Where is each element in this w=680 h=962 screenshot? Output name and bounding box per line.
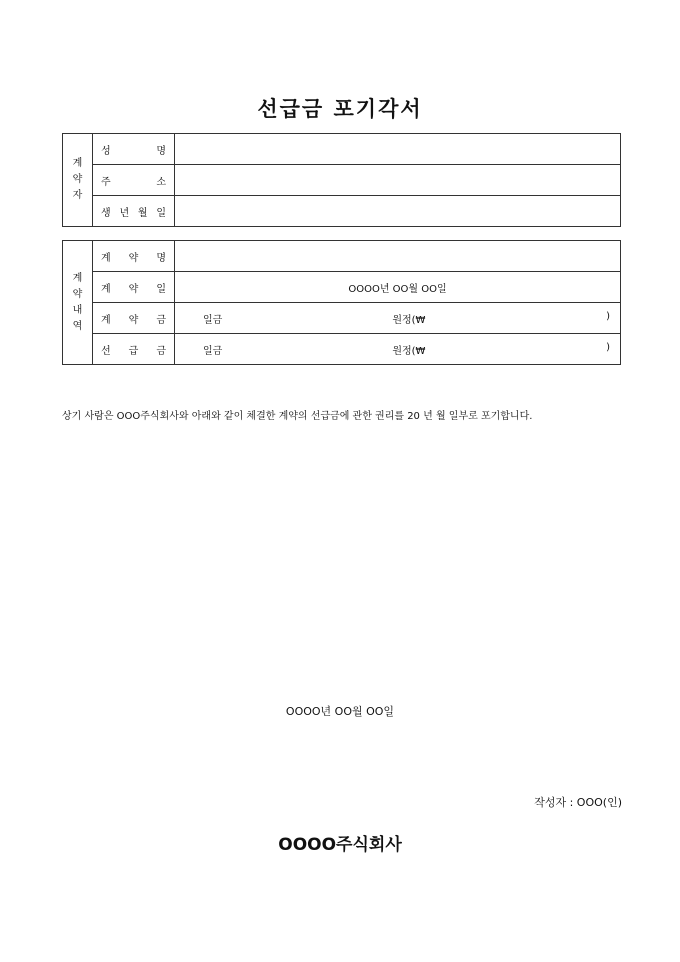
party-group-label: 계 약 자 (63, 134, 93, 227)
address-label: 주 소 (93, 165, 175, 196)
page-title: 선급금 포기각서 (257, 97, 423, 121)
waiver-statement: 상기 사람은 OOO주식회사와 아래와 같이 체결한 계약의 선급금에 관한 권리를 20 년 월 일부로 포기합니다. (62, 411, 533, 422)
contract-amount-close: ) (606, 310, 610, 322)
contract-info-table (62, 240, 621, 365)
contract-amount-field[interactable] (175, 303, 621, 334)
birthdate-field[interactable] (175, 196, 621, 227)
advance-payment-won: 원정(₩ (392, 345, 426, 357)
contract-name-label: 계 약 명 (93, 241, 175, 272)
contract-amount-prefix: 일금 (203, 314, 223, 326)
party-info-table (62, 133, 621, 227)
birthdate-label: 생 년 월 일 (93, 196, 175, 227)
contract-date-field[interactable]: OOOO년 OO월 OO일 (175, 272, 621, 303)
author-signature: 작성자 : OOO(인) (534, 796, 622, 809)
name-label: 성 명 (93, 134, 175, 165)
address-field[interactable] (175, 165, 621, 196)
contract-date-label: 계 약 일 (93, 272, 175, 303)
contract-amount-won: 원정(₩ (392, 314, 426, 326)
advance-payment-label: 선 급 금 (93, 334, 175, 365)
document-date: OOOO년 OO월 OO일 (285, 705, 395, 718)
contract-amount-label: 계 약 금 (93, 303, 175, 334)
company-name: OOOO주식회사 (278, 835, 402, 855)
contract-name-field[interactable] (175, 241, 621, 272)
advance-payment-field[interactable] (175, 334, 621, 365)
advance-payment-close: ) (606, 341, 610, 353)
contract-group-label: 계 약 내 역 (63, 241, 93, 365)
advance-payment-prefix: 일금 (203, 345, 223, 357)
name-field[interactable] (175, 134, 621, 165)
